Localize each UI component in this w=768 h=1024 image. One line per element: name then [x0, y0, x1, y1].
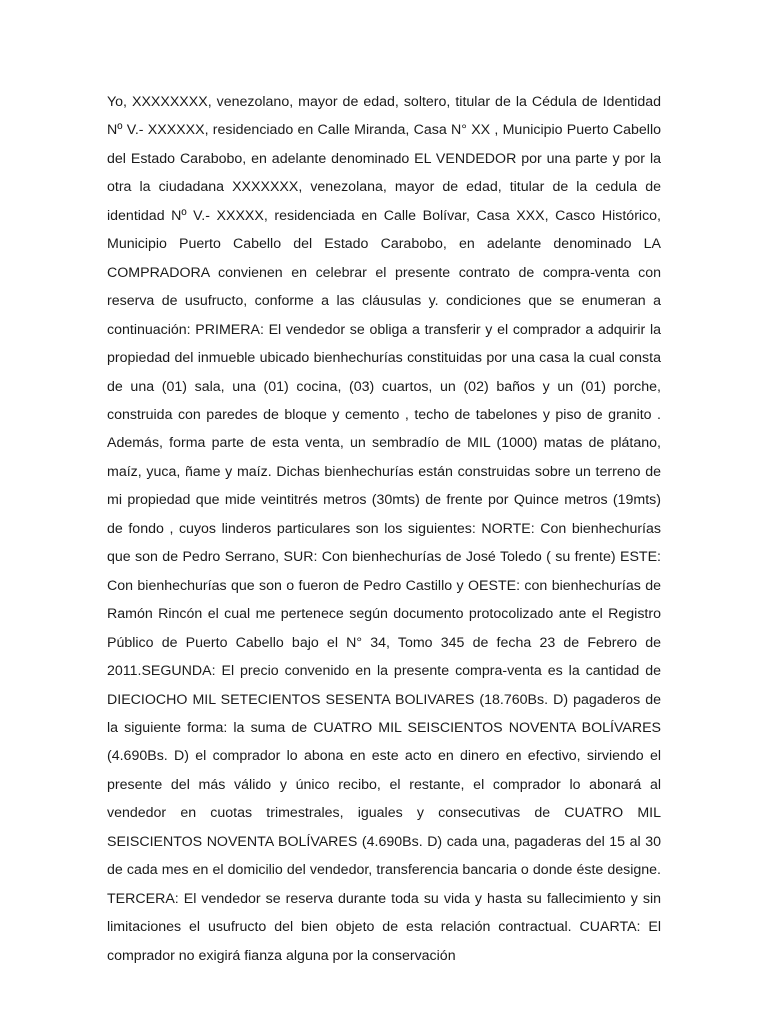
contract-paragraph: Yo, XXXXXXXX, venezolano, mayor de edad, soltero, titular de la Cédula de Identidad Nº V.- XXXXXX, residenciado en Calle Miranda, Casa N° XX , Municipio Puerto Cabello del Estado Carabobo, en adelante denominado EL VENDEDOR por una parte y por la otra la ciudadana XXXXXXX, venezolana, mayor de edad, titular de la cedula de identidad Nº V.- XXXXX, residenciada en Calle Bolívar, Casa XXX, Casco Histórico, Municipio Puerto Cabello del Estado Carabobo, en adelante denominado LA COMPRADORA convienen en celebrar el presente contrato de compra-venta con reserva de usufructo, conforme a las cláusulas y. condiciones que se enumeran a continuación: PRIMERA: El vendedor se obliga a transferir y el comprador a adquirir la propiedad del inmueble ubicado bienhechurías constituidas por una casa la cual consta de una (01) sala, una (01) cocina, (03) cuartos, un (02) baños y un (01) porche, construida con paredes de bloque y cemento , techo de tabelones y piso de granito . Además, forma parte de esta venta, un sembradío de MIL (1000) matas de plátano, maíz, yuca, ñame y maíz. Dichas bienhechurías están construidas sobre un terreno de mi propiedad que mide veintitrés metros (30mts) de frente por Quince metros (19mts) de fondo , cuyos linderos particulares son los siguientes: NORTE: Con bienhechurías que son de Pedro Serrano, SUR: Con bienhechurías de José Toledo ( su frente) ESTE: Con bienhechurías que son o fueron de Pedro Castillo y OESTE: con bienhechurías de Ramón Rincón el cual me pertenece según documento protocolizado ante el Registro Público de Puerto Cabello bajo el N° 34, Tomo 345 de fecha 23 de Febrero de 2011.SEGUNDA: El precio convenido en la presente compra-venta es la cantidad de DIECIOCHO MIL SETECIENTOS SESENTA BOLIVARES (18.760Bs. D) pagaderos de la siguiente forma: la suma de CUATRO MIL SEISCIENTOS NOVENTA BOLÍVARES (4.690Bs. D) el comprador lo abona en este acto en dinero en efectivo, sirviendo el presente del más válido y único recibo, el restante, el comprador lo abonará al vendedor en cuotas trimestrales, iguales y consecutivas de CUATRO MIL SEISCIENTOS NOVENTA BOLÍVARES (4.690Bs. D) cada una, pagaderas del 15 al 30 de cada mes en el domicilio del vendedor, transferencia bancaria o donde éste designe. TERCERA: El vendedor se reserva durante toda su vida y hasta su fallecimiento y sin limitaciones el usufructo del bien objeto de esta relación contractual. CUARTA: El comprador no exigirá fianza alguna por la conservación — [107, 94, 661, 964]
